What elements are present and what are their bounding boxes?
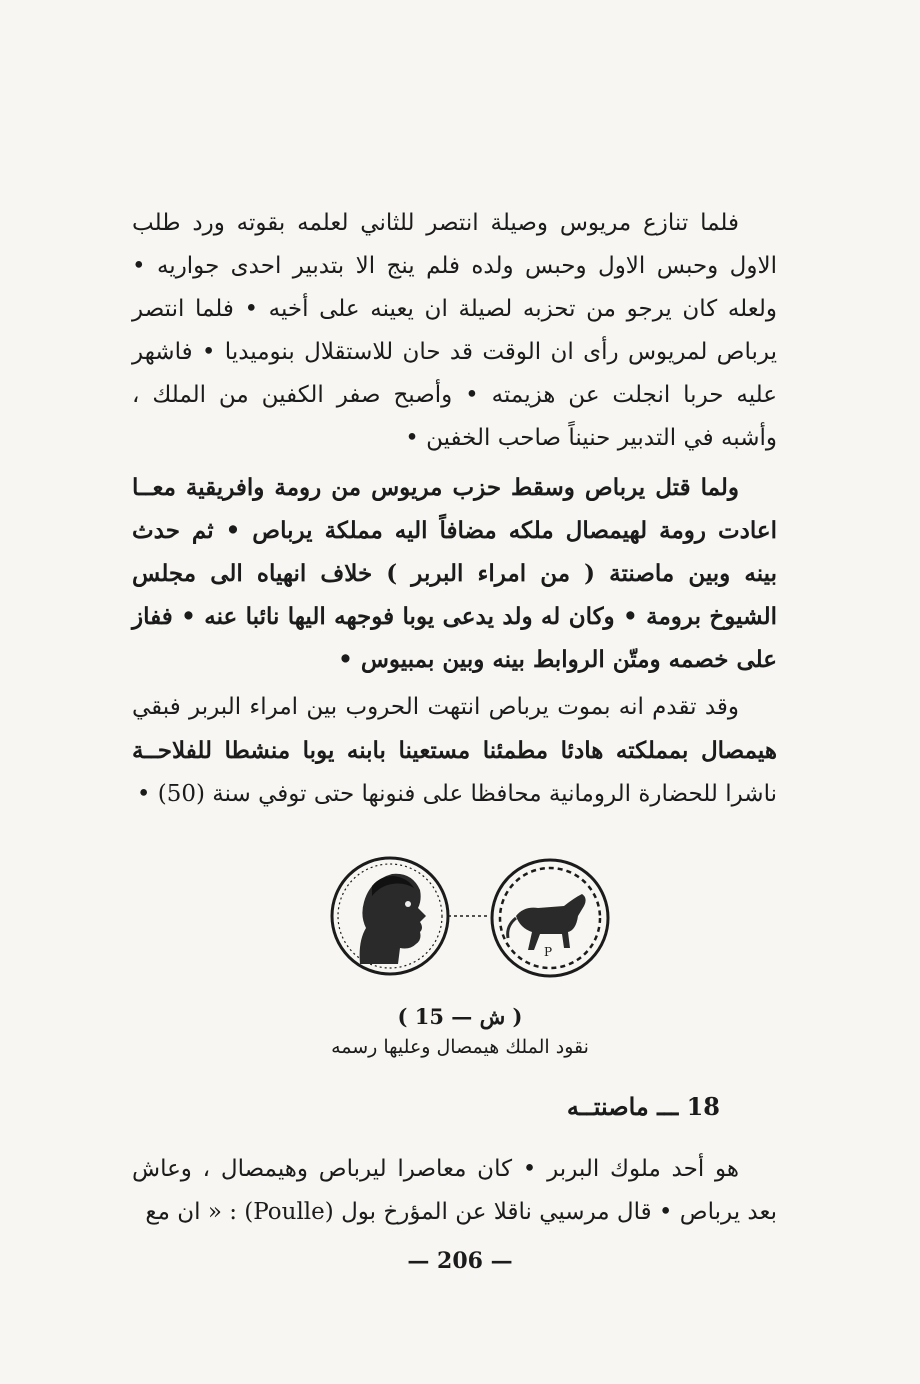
coin-obverse-head [332, 858, 448, 974]
para1-line-3: ولعله كان يرجو من تحزبه لصيلة ان يعينه على أخيه • فلما انتصر [132, 296, 777, 322]
paragraph-3 [132, 686, 777, 816]
para2-line-5: خصمه ومتّن الروابط بينه وبين بمبيوس • [338, 646, 729, 673]
para2-line-2: اعادت رومة لهيمصال ملكه مضافاً اليه مملكة يرباص • ثم حدث [132, 517, 777, 544]
coin-reverse-horse [492, 860, 608, 976]
para2-line-4: برومة • وكان له ولد يدعى يوبا فوجهه اليها نائبا عنه • ففاز على [132, 603, 777, 673]
para3-line-2: هيمصال بمملكته هادئا مطمئنا مستعينا بابنه يوبا منشطا للفلاحــة [132, 737, 777, 764]
section-number: 18 [686, 1092, 720, 1121]
para1-line-5: عليه حربا انجلت عن هزيمته • وأصبح صفر الكفين من الملك ، وأشبه [132, 382, 777, 451]
para2-line-1: ولما قتل يرباص وسقط حزب مريوس من رومة وافريقية معــا [132, 474, 739, 501]
section-heading [567, 1092, 720, 1121]
paragraph-4 [132, 1148, 777, 1234]
figure-number: ( ش — 15 ) [397, 1004, 523, 1029]
para1-line-6: في التدبير حنيناً صاحب الخفين • [405, 425, 714, 451]
para1-line-2: الاول وحبس الاول وحبس ولده فلم ينج الا بتدبير احدى جواريه • [132, 253, 777, 279]
paragraph-2 [132, 466, 777, 681]
para3-line-1: وقد تقدم انه بموت يرباص انتهت الحروب بين امراء البربر فبقي [132, 694, 739, 720]
para4-line-1: هو أحد ملوك البربر • كان معاصرا ليرباص وهيمصال ، وعاش [132, 1156, 739, 1182]
section-dash: ـــ [657, 1092, 679, 1121]
para4-line-2: بعد يرباص • قال مرسيي ناقلا عن المؤرخ بول (Poulle) : « ان مع [145, 1199, 777, 1225]
para3-line-3: ناشرا للحضارة الرومانية محافظا على فنونها حتى توفي سنة (50) • [136, 781, 777, 807]
svg-text:P: P [544, 945, 553, 959]
para2-line-3: بينه وبين ماصنتة ( من امراء البربر ) خلاف انهياه الى مجلس الشيوخ [132, 560, 777, 630]
coin-figure [320, 846, 620, 986]
paragraph-1 [132, 202, 777, 460]
para1-line-4: يرباص لمريوس رأى ان الوقت قد حان للاستقلال بنوميديا • فاشهر [132, 339, 777, 365]
figure-caption: نقود الملك هيمصال وعليها رسمه [331, 1036, 589, 1058]
para1-line-1: فلما تنازع مريوس وصيلة انتصر للثاني لعلمه بقوته ورد طلب [132, 210, 739, 236]
page-number: — 206 — [407, 1248, 513, 1274]
section-title: ماصنتــه [566, 1092, 649, 1121]
